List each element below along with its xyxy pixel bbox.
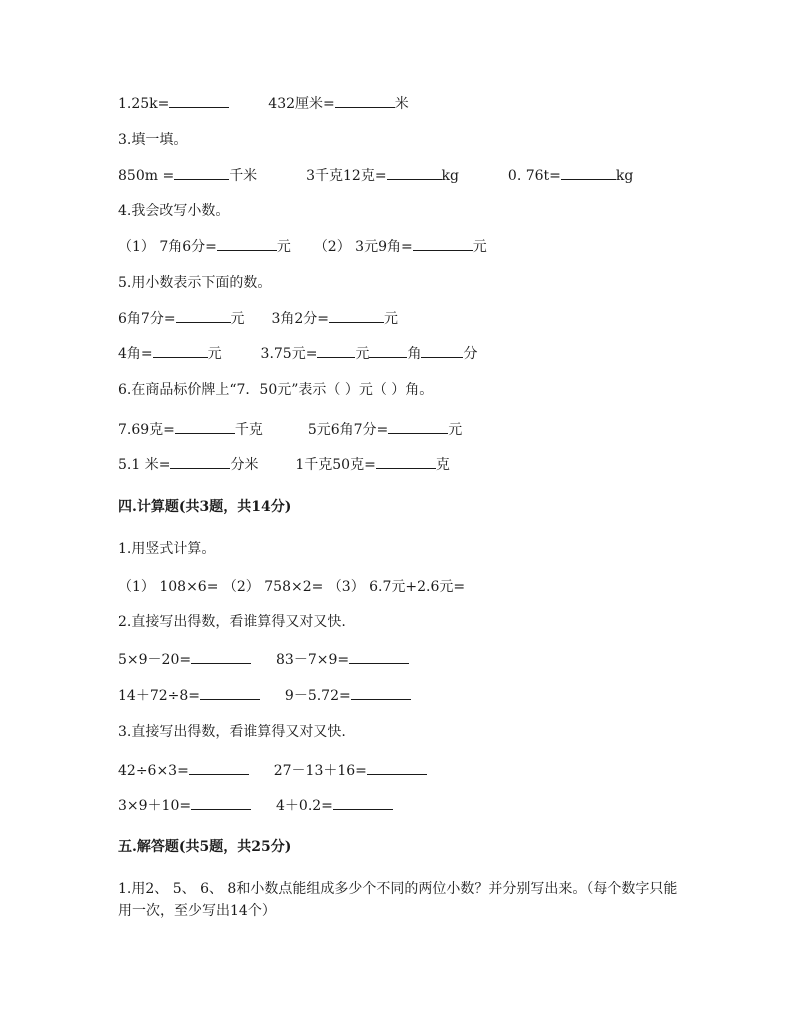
prompt: 850m = (118, 168, 175, 184)
unit-label: kg (441, 168, 459, 184)
question-heading: 3.直接写出得数，看谁算得又对又快. (118, 724, 346, 740)
prompt: 5元6角7分= (307, 422, 389, 438)
answer-blank[interactable] (317, 345, 355, 358)
answer-blank[interactable] (153, 345, 208, 358)
question-line (118, 797, 393, 815)
prompt: 3×9＋10= (118, 798, 192, 814)
answer-blank[interactable] (189, 762, 249, 775)
prompt: 432厘米= (268, 96, 335, 112)
question-line (118, 310, 398, 328)
answer-blank[interactable] (175, 421, 235, 434)
answer-blank[interactable] (335, 95, 395, 108)
unit-label: 元 (355, 346, 370, 362)
answer-blank[interactable] (169, 95, 229, 108)
answer-blank[interactable] (217, 238, 277, 251)
answer-blank[interactable] (369, 345, 407, 358)
answer-blank[interactable] (329, 310, 384, 323)
unit-label: 元 (207, 346, 222, 362)
unit-label: 角 (407, 346, 422, 362)
prompt: 9－5.72= (284, 688, 351, 704)
question-line (118, 421, 462, 439)
question-line (118, 651, 409, 669)
answer-blank[interactable] (170, 456, 230, 469)
answer-blank[interactable] (421, 345, 463, 358)
question-line (118, 95, 409, 113)
answer-blank[interactable] (561, 167, 616, 180)
question-heading: 4.我会改写小数。 (118, 203, 230, 219)
unit-label: kg (615, 168, 634, 184)
prompt: 0. 76t= (507, 168, 561, 184)
prompt: 3.75元= (260, 346, 318, 362)
prompt: 3千克12克= (306, 168, 387, 184)
answer-blank[interactable] (191, 797, 251, 810)
unit-label: 元 (230, 311, 245, 327)
unit-label: 克 (435, 457, 450, 473)
question-line (118, 345, 477, 363)
unit-label: 元 (384, 311, 398, 327)
answer-blank[interactable] (333, 797, 393, 810)
prompt: 6角7分= (118, 311, 176, 327)
question-line (118, 762, 427, 780)
answer-blank[interactable] (191, 651, 251, 664)
question-line (118, 456, 450, 474)
prompt: 27－13＋16= (273, 763, 367, 779)
section-title: 四.计算题(共3题，共14分) (118, 499, 292, 515)
prompt: 3角2分= (271, 311, 329, 327)
answer-blank[interactable] (176, 310, 231, 323)
answer-blank[interactable] (413, 238, 473, 251)
unit-label: 千米 (229, 168, 258, 184)
question-heading: 3.填一填。 (118, 132, 188, 148)
prompt: 14＋72÷8= (118, 688, 200, 704)
question-heading: 6.在商品标价牌上“7．50元”表示（ ）元（ ）角。 (118, 382, 434, 398)
prompt: 1千克50克= (295, 457, 376, 473)
unit-label: 元 (448, 422, 463, 438)
question-line (118, 238, 487, 256)
answer-blank[interactable] (349, 651, 409, 664)
answer-blank[interactable] (351, 687, 411, 700)
prompt: 5.1 米= (118, 457, 171, 473)
answer-blank[interactable] (376, 456, 436, 469)
answer-blank[interactable] (367, 762, 427, 775)
unit-label: 分米 (230, 457, 259, 473)
question-line (118, 167, 633, 185)
question-heading: 2.直接写出得数，看谁算得又对又快. (118, 614, 346, 630)
prompt: 7.69克= (118, 422, 175, 438)
unit-label: 元 (276, 239, 291, 255)
prompt: （1） 7角6分= (118, 239, 217, 255)
unit-label: 米 (394, 96, 409, 112)
answer-blank[interactable] (388, 421, 448, 434)
answer-blank[interactable] (174, 167, 229, 180)
section-title: 五.解答题(共5题，共25分) (118, 839, 292, 855)
question-paragraph: 1.用2、 5、 6、 8和小数点能组成多少个不同的两位小数？并分别写出来。（每个数字只能用一次，至少写出14个） (118, 881, 678, 919)
prompt: 1.25k= (118, 96, 170, 112)
question-heading: 5.用小数表示下面的数。 (118, 275, 272, 291)
prompt: 4角= (118, 346, 153, 362)
unit-label: 千克 (234, 422, 263, 438)
prompt: 5×9－20= (118, 652, 192, 668)
question-heading: 1.用竖式计算。 (118, 541, 216, 557)
prompt: （2） 3元9角= (313, 239, 413, 255)
prompt: 42÷6×3= (118, 763, 189, 779)
prompt: 4＋0.2= (276, 798, 333, 814)
prompt: 83－7×9= (276, 652, 350, 668)
answer-blank[interactable] (200, 687, 260, 700)
answer-blank[interactable] (387, 167, 442, 180)
question-line: （1） 108×6= （2） 758×2= （3） 6.7元+2.6元= (118, 579, 466, 595)
unit-label: 分 (463, 346, 478, 362)
question-line (118, 687, 411, 705)
unit-label: 元 (472, 239, 487, 255)
